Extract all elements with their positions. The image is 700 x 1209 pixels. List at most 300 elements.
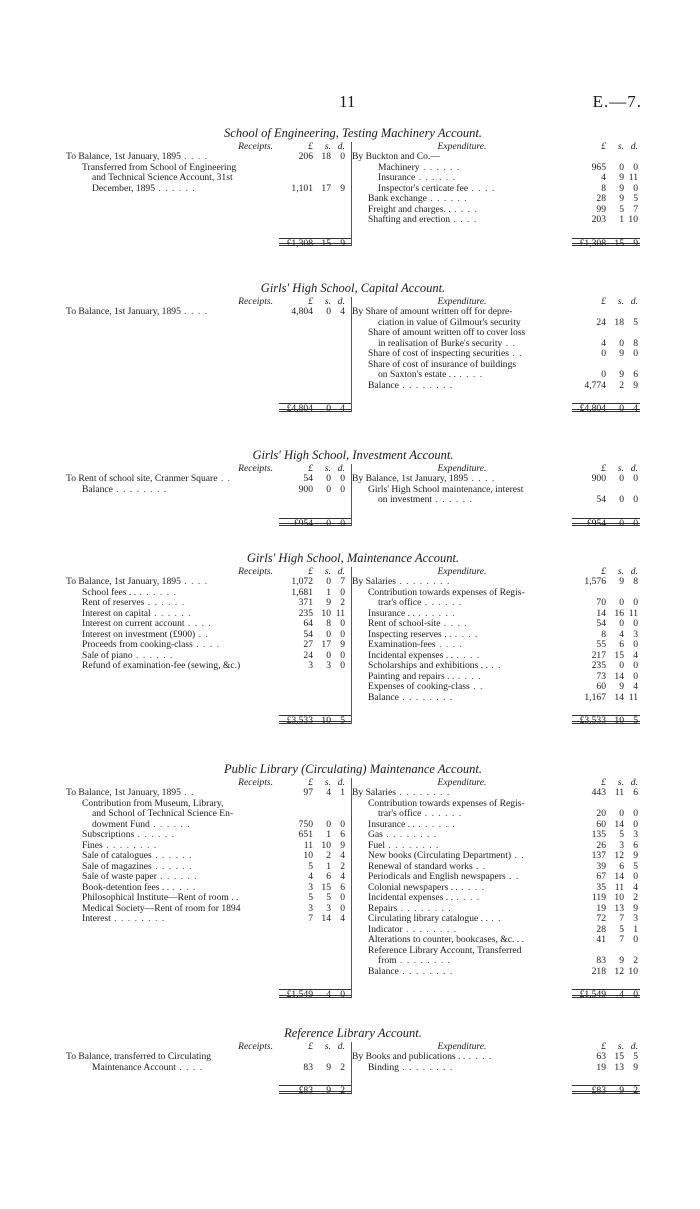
expenditure-entry: [352, 318, 640, 329]
expenditure-entry: [352, 1063, 640, 1074]
entry-amount-p: 750: [298, 818, 313, 830]
entry-amount: [572, 967, 640, 978]
total-label: [352, 987, 572, 998]
entry-amount-p: 1,072: [291, 576, 313, 587]
entry-amount-d: 6: [340, 829, 345, 840]
entry-amount: [572, 598, 640, 609]
entry-amount-s: 0: [326, 576, 331, 587]
entry-amount-d: 2: [633, 892, 638, 903]
entry-amount-s: 17: [321, 182, 331, 194]
currency-header-d: d.: [630, 1040, 638, 1052]
entry-amount-s: 6: [619, 860, 624, 872]
entry-amount-p: 60: [596, 681, 606, 692]
expenditure-entry: [352, 339, 640, 350]
entry-amount-s: 15: [321, 881, 331, 893]
receipts-column: [66, 297, 352, 412]
entry-amount-p: 0: [601, 369, 606, 380]
entry-amount-d: 2: [340, 1061, 345, 1073]
entry-text: Freight and charges. .: [368, 204, 451, 215]
entry-text: Interest on current account: [82, 619, 185, 629]
entry-amount-p: 371: [298, 597, 313, 608]
expenditure-total: [572, 989, 640, 998]
currency-header-s: s.: [324, 565, 331, 577]
entry-leader: . . . .: [455, 370, 484, 380]
entry-amount-p: 70: [596, 597, 606, 608]
entry-description: [352, 820, 572, 831]
account-title: Girls' High School, Investment Account.: [252, 448, 454, 462]
entry-amount-p: 54: [596, 494, 606, 505]
entry-amount: [279, 830, 351, 841]
currency-header: [572, 142, 640, 153]
entry-amount: [572, 318, 640, 329]
entry-description: [352, 349, 572, 360]
entry-amount-s: 9: [619, 369, 624, 380]
currency-header-p: £: [601, 140, 606, 152]
entry-amount-s: 13: [614, 902, 624, 914]
account-section: [66, 283, 640, 412]
entry-description: [66, 809, 279, 820]
entry-amount-p: 8: [601, 628, 606, 640]
receipts-entry: [66, 598, 351, 609]
entry-leader: . . . . . .: [414, 608, 456, 619]
entry-leader: . .: [195, 629, 209, 640]
expenditure-entry: [352, 809, 640, 820]
entry-amount-d: 4: [340, 850, 345, 861]
entry-amount-d: 9: [633, 1061, 638, 1073]
entry-leader: . . . .: [184, 619, 212, 629]
entry-description: [352, 360, 572, 371]
entry-text: Insurance . .: [368, 608, 415, 619]
receipts-total: [279, 518, 351, 527]
entry-amount: [572, 1063, 640, 1074]
receipts-entry: [66, 914, 351, 925]
entry-description: [352, 163, 572, 174]
entry-leader: . . . .: [457, 882, 485, 893]
entry-leader: . . . .: [175, 1062, 204, 1073]
entry-amount-d: 0: [633, 808, 638, 819]
entry-amount-d: 0: [633, 473, 638, 484]
entry-amount-s: 7: [619, 913, 624, 924]
entry-amount-p: 60: [596, 818, 606, 830]
blank-row: [66, 967, 351, 978]
entry-text: Sale of piano: [82, 650, 133, 661]
currency-header-p: £: [601, 776, 606, 788]
entry-text: Sale of catalogues: [82, 851, 152, 861]
total-label: [352, 401, 572, 412]
expenditure-column: [352, 464, 640, 527]
expenditure-total-row: [352, 987, 640, 998]
entry-amount-p: [572, 328, 606, 339]
entry-text: from: [378, 956, 397, 966]
expenditure-entry: [352, 307, 640, 318]
entry-text: Gas: [368, 830, 383, 840]
currency-header: [572, 1042, 640, 1053]
account-columns: [66, 1042, 640, 1094]
entry-amount-d: 9: [340, 839, 345, 851]
currency-header: [279, 1042, 351, 1053]
entry-amount-p: 7: [308, 913, 313, 924]
blank-row: [66, 925, 351, 936]
entry-leader: . .: [469, 682, 484, 692]
entry-amount-s: 0: [619, 660, 624, 671]
entry-amount-d: 11: [335, 607, 345, 619]
entry-leader: . . . .: [180, 577, 209, 587]
expenditure-entry: [352, 682, 640, 693]
entry-amount-p: 4,774: [584, 379, 606, 391]
entry-amount-p: 26: [596, 839, 606, 851]
entry-amount: [279, 184, 351, 195]
entry-amount: [572, 173, 640, 184]
entry-description: [352, 152, 572, 163]
entry-amount-p: 1,101: [291, 182, 313, 194]
entry-amount-d: 6: [633, 839, 638, 851]
entry-amount: [279, 577, 351, 588]
entry-amount-s: 3: [619, 839, 624, 851]
entry-leader: . . . . . .: [426, 194, 468, 204]
entry-text: on Saxton's estate . .: [378, 370, 456, 380]
entry-amount-s: 0: [326, 628, 331, 640]
entry-text: Repairs: [368, 903, 398, 914]
expenditure-total-p: £1,549: [579, 989, 606, 1000]
entry-amount-d: 0: [340, 818, 345, 830]
entry-amount-s: 8: [326, 618, 331, 629]
currency-header-p: £: [601, 1040, 606, 1052]
entry-description: [352, 495, 572, 506]
entry-amount-d: 11: [628, 607, 638, 619]
entry-description: [352, 914, 572, 925]
currency-header-s: s.: [617, 140, 624, 152]
entry-amount: [279, 598, 351, 609]
expenditure-total-d: 4: [633, 403, 638, 414]
entry-description: [352, 1052, 572, 1063]
account-title: Reference Library Account.: [284, 1026, 422, 1040]
entry-amount-d: [624, 307, 638, 318]
entry-amount-d: 3: [633, 829, 638, 840]
entry-description: [66, 485, 279, 496]
currency-header-s: s.: [324, 776, 331, 788]
entry-amount-s: 16: [614, 607, 624, 619]
blank-row: [66, 672, 351, 683]
entry-leader: . . . .: [454, 671, 482, 682]
entry-amount-p: 203: [591, 214, 606, 225]
entry-description: [352, 485, 572, 496]
entry-amount: [572, 495, 640, 506]
entry-amount-d: 10: [628, 965, 638, 977]
account-section: [66, 126, 640, 249]
blank-row: [66, 956, 351, 967]
entry-amount-p: 5: [308, 860, 313, 872]
entry-description: [352, 328, 572, 339]
entry-amount-p: 119: [591, 892, 606, 903]
entry-amount-p: 218: [591, 965, 606, 977]
entry-leader: . . . . . . . .: [102, 840, 158, 851]
expenditure-entry: [352, 693, 640, 704]
receipts-entry: [66, 830, 351, 841]
expenditure-entry: [352, 194, 640, 205]
entry-amount: [572, 820, 640, 831]
entry-text: Insurance: [378, 173, 416, 183]
entry-description: [352, 883, 572, 894]
entry-description: [352, 935, 572, 946]
entry-description: [352, 946, 572, 957]
entry-text: Balance: [368, 380, 399, 391]
entry-amount-d: 8: [633, 576, 638, 587]
entry-amount-p: [572, 152, 606, 163]
account-columns: [66, 142, 640, 247]
receipts-column: [66, 1042, 352, 1094]
receipts-total-row: [66, 1083, 351, 1094]
entry-amount: [572, 851, 640, 862]
expenditure-total-d: 9: [633, 237, 638, 249]
entry-description: [352, 830, 572, 841]
entry-amount: [572, 215, 640, 226]
entry-amount-p: 97: [303, 787, 313, 798]
entry-amount-d: 3: [633, 628, 638, 640]
entry-leader: . .: [511, 851, 525, 861]
entry-amount-d: 3: [633, 913, 638, 924]
currency-header-s: s.: [617, 565, 624, 577]
entry-amount-s: 0: [326, 649, 331, 661]
entry-text: School fees . .: [82, 587, 137, 598]
expenditure-heading: Expenditure.: [437, 141, 487, 152]
entry-amount-p: 28: [596, 923, 606, 935]
spacer: [352, 506, 640, 516]
entry-amount: [572, 152, 640, 163]
entry-amount-s: 12: [614, 850, 624, 861]
entry-text: To Balance, transferred to Circulating: [66, 1052, 212, 1062]
expenditure-total-row: [352, 1083, 640, 1094]
expenditure-entry: [352, 893, 640, 904]
entry-amount-s: 4: [326, 787, 331, 798]
entry-leader: . . . . . . . .: [110, 914, 166, 924]
entry-amount-p: 217: [591, 649, 606, 661]
entry-amount-p: 39: [596, 860, 606, 872]
entry-leader: . . . .: [450, 215, 478, 225]
expenditure-entry: [352, 830, 640, 841]
entry-amount: [279, 893, 351, 904]
currency-header: [572, 567, 640, 578]
entry-amount-s: 3: [326, 902, 331, 914]
receipts-entry: [66, 619, 351, 630]
entry-leader: . . . . . . . .: [382, 830, 438, 840]
expenditure-entry: [352, 495, 640, 506]
entry-amount-s: 11: [614, 881, 624, 893]
expenditure-total: [572, 518, 640, 527]
entry-amount: [572, 830, 640, 841]
entry-amount-p: 27: [303, 639, 313, 650]
expenditure-entry: [352, 360, 640, 371]
entry-amount-s: 0: [619, 473, 624, 484]
entry-amount-p: [279, 163, 313, 174]
entry-amount: [572, 904, 640, 915]
entry-amount-s: 14: [614, 818, 624, 830]
spacer: [352, 1073, 640, 1083]
entry-amount-s: 1: [326, 586, 331, 598]
expenditure-heading: Expenditure.: [437, 296, 487, 307]
entry-text: Incidental expenses . .: [368, 650, 453, 661]
entry-description: [66, 173, 279, 184]
entry-amount-d: 0: [340, 483, 345, 495]
expenditure-heading: Expenditure.: [437, 566, 487, 577]
entry-leader: . . . . . . . .: [395, 788, 451, 798]
entry-amount: [572, 661, 640, 672]
entry-amount-p: 54: [303, 473, 313, 484]
receipts-heading: Receipts.: [238, 566, 273, 577]
entry-leader: . . . .: [435, 640, 463, 650]
account-title: Public Library (Circulating) Maintenance Account.: [224, 762, 482, 776]
entry-amount-d: 7: [340, 576, 345, 587]
entry-text: Medical Society—Rent of room for 1894: [82, 903, 241, 914]
entry-amount-p: [279, 1052, 313, 1063]
entry-amount-p: 99: [596, 203, 606, 215]
entry-amount-p: 235: [298, 607, 313, 619]
entry-amount-s: 5: [619, 203, 624, 215]
receipts-total-row: [66, 516, 351, 527]
entry-text: Girls' High School maintenance, interest: [368, 484, 524, 495]
entry-description: [352, 672, 572, 683]
expenditure-column: [352, 297, 640, 412]
currency-header-d: d.: [337, 565, 345, 577]
entry-amount: [279, 619, 351, 630]
entry-description: [352, 851, 572, 862]
entry-amount: [279, 474, 351, 485]
account-section: [66, 764, 640, 998]
entry-amount-s: 9: [619, 348, 624, 359]
receipts-heading: Receipts.: [238, 777, 273, 788]
expenditure-total-s: 0: [619, 517, 624, 529]
entry-amount: [572, 925, 640, 936]
entry-leader: . . . . . .: [150, 608, 192, 619]
blank-row: [66, 370, 351, 381]
entry-description: [66, 577, 279, 588]
entry-amount-d: 10: [628, 214, 638, 225]
entry-amount-s: 9: [326, 1061, 331, 1073]
receipts-total-p: £3,533: [286, 715, 313, 726]
entry-amount-p: 35: [596, 881, 606, 893]
entry-amount-p: 0: [601, 348, 606, 359]
entry-amount: [279, 661, 351, 672]
entry-leader: . . . . . .: [155, 183, 196, 194]
entry-text: By Balance, 1st January, 1895: [352, 474, 469, 484]
entry-text: Inspector's certicate fee: [378, 183, 469, 194]
entry-amount-s: [313, 173, 331, 184]
expenditure-entry: [352, 935, 640, 946]
expenditure-total-row: [352, 401, 640, 412]
entry-amount-d: 0: [633, 871, 638, 882]
entry-amount-s: 0: [619, 808, 624, 819]
entry-amount-s: 0: [619, 161, 624, 173]
expenditure-column: [352, 142, 640, 247]
entry-leader: . . . .: [451, 629, 479, 640]
entry-amount-d: 0: [633, 639, 638, 650]
entry-text: Philosophical Institute—Rent of room . .: [82, 893, 239, 903]
entry-amount-s: 9: [619, 172, 624, 183]
entry-amount-d: 0: [340, 628, 345, 640]
total-label: [352, 713, 572, 724]
receipts-column: [66, 567, 352, 724]
entry-text: trar's office: [378, 598, 422, 608]
entry-amount-s: 4: [619, 628, 624, 640]
entry-leader: . . . . . .: [151, 851, 193, 861]
entry-description: [352, 307, 572, 318]
entry-description: [352, 956, 572, 967]
entry-leader: . . . . . .: [151, 861, 193, 872]
entry-description: [352, 841, 572, 852]
entry-amount-p: 443: [591, 787, 606, 798]
blank-row: [66, 946, 351, 957]
entry-text: Shafting and erection: [368, 215, 451, 225]
receipts-total-s: 9: [326, 1085, 331, 1096]
entry-amount-s: [313, 1052, 331, 1063]
entry-amount-s: 5: [326, 892, 331, 903]
entry-amount: [572, 360, 640, 371]
entry-leader: . . . .: [468, 474, 496, 484]
entry-amount-d: 6: [340, 881, 345, 893]
spacer: [352, 226, 640, 236]
expenditure-entry: [352, 640, 640, 651]
entry-description: [352, 318, 572, 329]
entry-description: [66, 914, 279, 925]
entry-leader: . . . .: [192, 640, 221, 650]
entry-amount-p: 651: [298, 829, 313, 840]
entry-amount-d: 9: [340, 182, 345, 194]
entry-amount-d: [331, 173, 345, 184]
currency-header-p: £: [601, 565, 606, 577]
spacer: [66, 226, 351, 236]
entry-description: [66, 851, 279, 862]
entry-text: on investment: [378, 495, 433, 505]
page-reference: E.—7.: [592, 92, 642, 111]
total-label: [352, 236, 572, 247]
entry-amount-d: 0: [633, 670, 638, 682]
entry-amount-d: [331, 809, 345, 820]
entry-text: By Salaries: [352, 788, 396, 798]
entry-amount-s: [606, 328, 624, 339]
receipts-total-row: [66, 236, 351, 247]
entry-leader: . .: [217, 474, 232, 484]
receipts-total: [279, 403, 351, 412]
expenditure-column: [352, 778, 640, 998]
entry-description: [66, 651, 279, 662]
entry-description: [66, 609, 279, 620]
entry-amount-s: [313, 809, 331, 820]
entry-description: [66, 152, 279, 163]
receipts-total: [279, 238, 351, 247]
expenditure-total-p: £4,804: [579, 403, 606, 414]
entry-amount: [572, 339, 640, 350]
currency-header-d: d.: [630, 462, 638, 474]
entry-amount-s: 12: [614, 965, 624, 977]
entry-amount-s: 5: [619, 923, 624, 935]
entry-amount-d: 0: [633, 182, 638, 194]
entry-amount-d: 2: [340, 860, 345, 872]
blank-row: [66, 205, 351, 216]
expenditure-entry: [352, 788, 640, 799]
entry-text: Renewal of standard works: [368, 861, 473, 872]
entry-amount-p: 24: [303, 649, 313, 661]
entry-description: [66, 661, 279, 672]
entry-text: Sale of waste paper: [82, 872, 157, 882]
entry-description: [66, 474, 279, 485]
expenditure-entry: [352, 349, 640, 360]
entry-amount-p: 3: [308, 902, 313, 914]
blank-row: [66, 194, 351, 205]
entry-leader: . .: [487, 914, 502, 924]
entry-amount-p: [279, 799, 313, 810]
entry-amount-d: 0: [633, 348, 638, 359]
receipts-total: [279, 1085, 351, 1094]
blank-row: [66, 318, 351, 329]
